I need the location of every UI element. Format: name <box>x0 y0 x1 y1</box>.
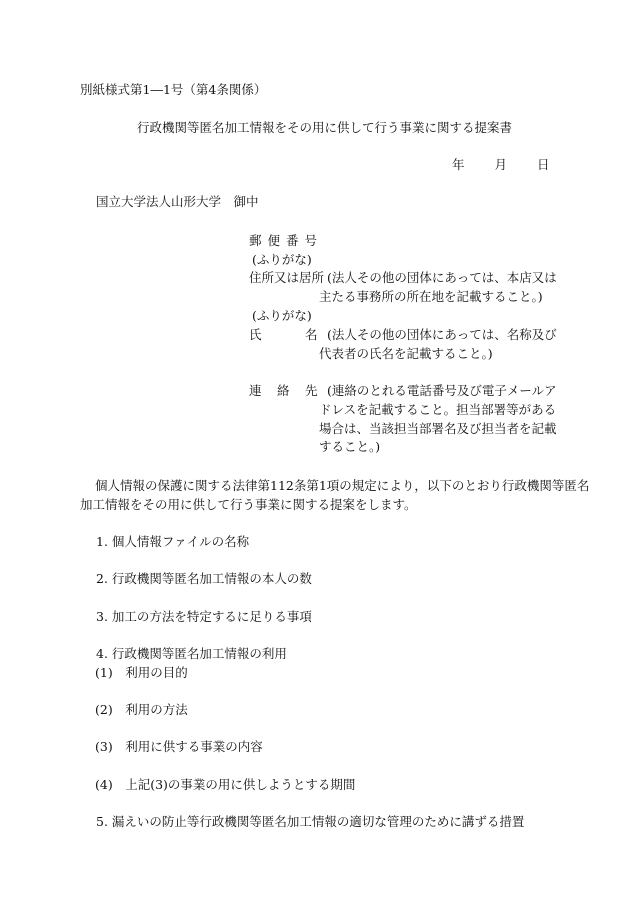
contact-label-char: 絡 <box>277 383 290 398</box>
address-label: 住所又は居所 <box>249 270 325 285</box>
contact-instruction-line: すること。) <box>319 439 381 454</box>
contact-label-char: 連 <box>249 383 262 398</box>
contact-instruction-line: (連絡のとれる電話番号及び電子メールア <box>327 383 557 398</box>
contact-instruction-line: ドレスを記載すること。担当部署等がある <box>319 402 557 417</box>
contact-instruction-line: 場合は、当該担当部署名及び担当者を記載 <box>319 421 557 436</box>
contact-label-char: 先 <box>305 383 318 398</box>
address-furigana-label: (ふりがな) <box>252 252 312 267</box>
date-day-label: 日 <box>537 157 550 172</box>
subsection-period: (4) 上記(3)の事業の用に供しようとする期間 <box>95 777 356 792</box>
section-item-person-count: 2. 行政機関等匿名加工情報の本人の数 <box>96 571 312 586</box>
name-furigana-label: (ふりがな) <box>252 308 312 323</box>
subsection-purpose: (1) 利用の目的 <box>95 665 188 680</box>
section-item-usage: 4. 行政機関等匿名加工情報の利用 <box>96 646 287 661</box>
subsection-business-content: (3) 利用に供する事業の内容 <box>95 739 263 754</box>
name-label-second: 名 <box>305 327 318 342</box>
address-instruction-line: 主たる事務所の所在地を記載すること。) <box>319 289 543 304</box>
section-item-safeguards: 5. 漏えいの防止等行政機関等匿名加工情報の適切な管理のために講ずる措置 <box>96 814 525 829</box>
postal-code-label: 郵便番号 <box>249 233 324 248</box>
address-instruction-line: (法人その他の団体にあっては、本店又は <box>327 270 557 285</box>
date-month-label: 月 <box>494 157 508 172</box>
addressee: 国立大学法人山形大学 御中 <box>96 194 259 209</box>
document-title: 行政機関等匿名加工情報をその用に供して行う事業に関する提案書 <box>137 120 513 135</box>
section-item-processing-method: 3. 加工の方法を特定するに足りる事項 <box>96 609 312 624</box>
date-line <box>452 159 550 172</box>
intro-paragraph-line: 個人情報の保護に関する法律第112条第1項の規定により，以下のとおり行政機関等匿名 <box>95 478 590 493</box>
date-year-label: 年 <box>452 157 465 172</box>
name-instruction-line: (法人その他の団体にあっては、名称及び <box>327 327 557 342</box>
name-instruction-line: 代表者の氏名を記載すること。) <box>319 346 493 361</box>
name-label-first: 氏 <box>249 327 262 342</box>
form-number: 別紙様式第1―1号（第4条関係） <box>80 82 267 97</box>
section-item-file-name: 1. 個人情報ファイルの名称 <box>96 534 250 549</box>
intro-paragraph-line: 加工情報をその用に供して行う事業に関する提案をします。 <box>80 497 417 512</box>
subsection-method: (2) 利用の方法 <box>95 702 188 717</box>
